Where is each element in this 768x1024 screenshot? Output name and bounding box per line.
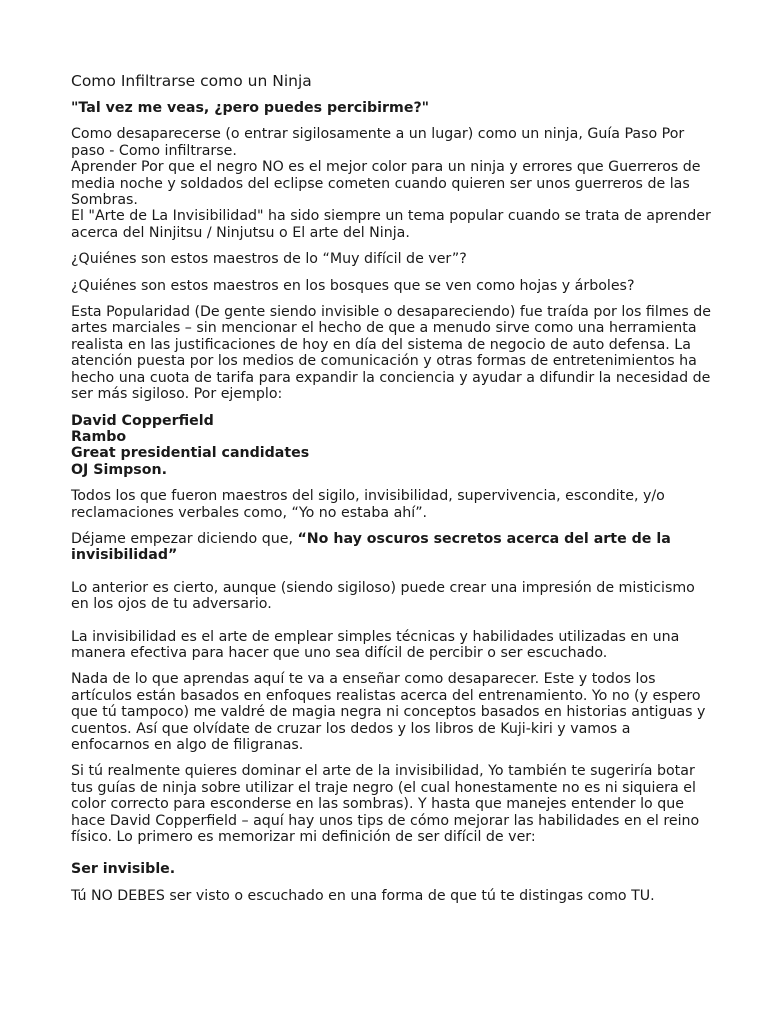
examples-list [71,413,711,479]
true-paragraph: Lo anterior es cierto, aunque (siendo sigiloso) puede crear una impresión de misticismo en los ojos de tu adversario. [71,579,695,613]
popularity-paragraph: Esta Popularidad (De gente siendo invisible o desapareciendo) fue traída por los filmes de artes marciales – sin mencionar el hecho de que a menudo sirve como una herramienta realista en las justificaciones de hoy en día del sistema de negocio de auto defensa. La atención puesta por los medios de comunicación y otras formas de entretenimientos ha hecho una cuota de tarifa para expandir la conciencia y ayudar a difundir la necesidad de ser más sigiloso. Por ejemplo: [71,304,711,403]
definition-paragraph: La invisibilidad es el arte de emplear simples técnicas y habilidades utilizadas en una manera efectiva para hacer que uno sea difícil de percibir o ser escuchado. [71,628,680,661]
example-item: Rambo [71,428,127,445]
document-title: Como Infiltrarse como un Ninja [71,72,312,90]
intro-block [71,126,711,241]
question-paragraph: ¿Quiénes son estos maestros en los bosques que se ven como hojas y árboles? [71,277,635,294]
intro-line: Como desaparecerse (o entrar sigilosamente a un lugar) como un ninja, Guía Paso Por paso - Como infiltrarse. [71,126,685,159]
document-page [71,72,711,914]
intro-line: Aprender Por que el negro NO es el mejor color para un ninja y errores que Guerreros de media noche y soldados del eclipse cometen cuando quieren ser unos guerreros de las Sombras. [71,159,701,209]
start-bold-statement: “No hay oscuros secretos acerca del arte de la invisibilidad” [71,530,671,564]
example-item: OJ Simpson. [71,461,167,478]
example-item: David Copperfield [71,412,214,429]
start-prefix-text: Déjame empezar diciendo que, [71,530,298,547]
final-line: Tú NO DEBES ser visto o escuchado en una forma de que tú te distingas como TU. [71,887,655,904]
nothing-paragraph: Nada de lo que aprendas aquí te va a enseñar como desaparecer. Este y todos los artículos están basados en enfoques realistas acerca del entrenamiento. Yo no (y espero que tú tampoco) me valdré de magia negra ni conceptos basados en historias antiguas y cuentos. Así que olvídate de cruzar los dedos y los libros de Kuji-kiri y vamos a enfocarnos en algo de filigranas. [71,671,706,753]
example-item: Great presidential candidates [71,445,310,462]
invisible-heading: Ser invisible. [71,861,176,878]
start-paragraph [71,531,711,564]
intro-line: El "Arte de La Invisibilidad" ha sido siempre un tema popular cuando se trata de aprender acerca del Ninjitsu / Ninjutsu o El arte del Ninja. [71,208,711,241]
document-subtitle-quote: "Tal vez me veas, ¿pero puedes percibirme?" [71,100,430,116]
question-paragraph: ¿Quiénes son estos maestros de lo “Muy difícil de ver”? [71,251,467,268]
masters-paragraph: Todos los que fueron maestros del sigilo, invisibilidad, supervivencia, escondite, y/o reclamaciones verbales como, “Yo no estaba ahí”. [71,488,665,521]
master-paragraph: Si tú realmente quieres dominar el arte de la invisibilidad, Yo también te sugeriría botar tus guías de ninja sobre utilizar el traje negro (el cual honestamente no es ni siquiera el color correcto para esconderse en las sombras). Y hasta que manejes entender lo que hace David Copperfield – aquí hay unos tips de cómo mejorar las habilidades en el reino físico. Lo primero es memorizar mi definición de ser difícil de ver: [71,763,700,846]
